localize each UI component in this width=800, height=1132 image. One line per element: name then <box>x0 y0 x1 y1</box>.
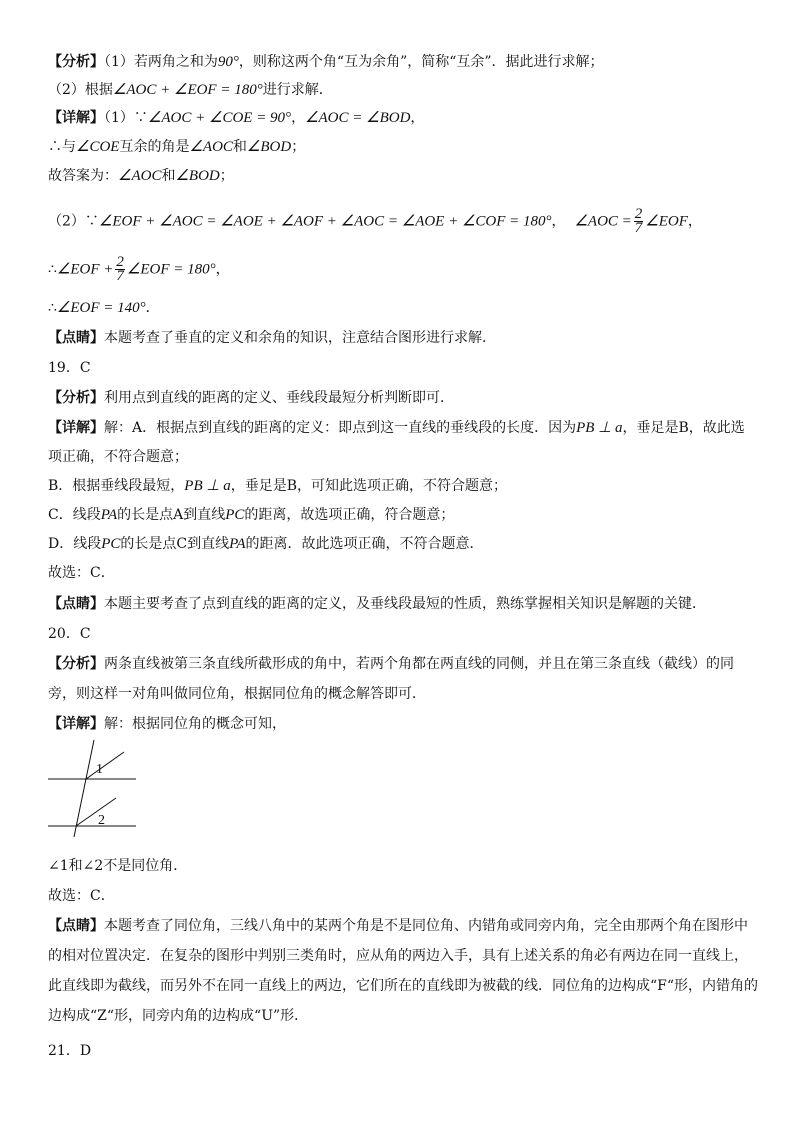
s18-analysis-line <box>48 52 760 72</box>
s18-comment-line <box>48 328 760 348</box>
text: C．线段 <box>48 507 101 523</box>
angle-2-label: 2 <box>98 813 105 828</box>
angle-figure <box>44 738 154 838</box>
s18-detail-line-2 <box>48 137 760 157</box>
math: ∠BOD <box>175 168 220 184</box>
s20-choice: 故选：C． <box>48 888 115 904</box>
math: ∠EOF + ∠AOC = ∠AOE + ∠AOF + ∠AOC = ∠AOE + ∠COF = 180° <box>98 213 552 230</box>
analysis-tag: 【分析】 <box>48 54 104 70</box>
denominator: 7 <box>116 268 124 284</box>
comment-tag: 【点睛】 <box>48 330 104 346</box>
text: ， <box>687 213 702 230</box>
text: ， <box>215 261 230 278</box>
text: 和 <box>161 168 176 184</box>
s19-option-d <box>48 534 760 554</box>
math: PA <box>100 507 118 523</box>
text: （2）根据 <box>48 82 113 98</box>
numerator: 2 <box>634 206 643 222</box>
s18-detail-line-1 <box>48 108 760 128</box>
s20-conclusion: ∠1和∠2不是同位角． <box>48 858 188 874</box>
math: ∠EOF = 180° <box>126 261 216 278</box>
text: ， <box>410 110 425 126</box>
text: B．根据垂线段最短， <box>48 478 185 494</box>
denominator: 7 <box>634 220 643 236</box>
text: ； <box>291 139 306 155</box>
text: 两条直线被第三条直线所截形成的角中，若两个角都在两直线的同侧，并且在第三条直线（截线）的同旁，则这样一对角叫做同位角，根据同位角的概念解答即可． <box>48 656 734 702</box>
comment-tag: 【点睛】 <box>48 596 104 612</box>
math: ∠EOF = 140° <box>56 300 146 316</box>
q19-heading: 19．C <box>48 360 91 376</box>
text: ， <box>291 110 306 126</box>
analysis-tag: 【分析】 <box>48 656 104 672</box>
q21-heading: 21．D <box>48 1043 92 1059</box>
text: 利用点到直线的距离的定义、垂线段最短分析判断即可． <box>104 390 454 406</box>
text: （1）若两角之和为 <box>104 54 218 70</box>
s18-answer-line <box>48 166 760 186</box>
s18-part2-line <box>48 208 760 235</box>
text: ∴与 <box>48 139 76 155</box>
s19-choice: 故选：C． <box>48 565 115 581</box>
s19-analysis-line <box>48 388 760 408</box>
q20-heading: 20．C <box>48 626 91 642</box>
math: ∠AOC <box>189 139 233 155</box>
text: ． <box>145 300 160 316</box>
math: PB ⊥ a <box>184 478 231 494</box>
upper-ray <box>86 752 124 779</box>
text: D．线段 <box>48 536 102 552</box>
transversal-line <box>74 740 94 837</box>
text: 故答案为： <box>48 168 118 184</box>
math: ∠COE <box>76 139 120 155</box>
math: PA <box>229 536 246 552</box>
s19-detail-line-2: 项正确，不符合题意； <box>48 449 188 465</box>
text: （1）∵ <box>104 110 148 126</box>
math: ∠AOC = <box>574 213 632 230</box>
text: ； <box>219 168 234 184</box>
s20-detail-line <box>48 714 760 734</box>
s18-analysis-line-2 <box>48 80 760 100</box>
text: ，垂足是B，故此选 <box>622 420 745 436</box>
math: PC <box>101 536 121 552</box>
text: 的距离．故此选项正确，不符合题意． <box>245 536 484 552</box>
text: 的距离，故选项正确，符合题意； <box>244 507 455 523</box>
angle-1-label: 1 <box>96 762 103 777</box>
text: 解：A．根据点到直线的距离的定义：即点到这一直线的垂线段的长度．因为 <box>104 420 577 436</box>
s18-therefore-line-2 <box>48 298 760 318</box>
text: 的长是点C到直线 <box>120 536 230 552</box>
s19-option-b <box>48 476 760 496</box>
text: （2）∵ <box>48 213 99 230</box>
detail-tag: 【详解】 <box>48 420 104 436</box>
text: 本题考查了同位角，三线八角中的某两个角是不是同位角、内错角或同旁内角，完全由那两个角在图形中的相对位置决定．在复杂的图形中判别三类角时，应从角的两边入手，具有上述关系的角必有两边在同一直线上，此直线即为截线，而另外不在同一直线上的两边，它们所在的直线即为被截的线．同位角的边构成“F“形，内错角的边构成“Z“形，同旁内角的边构成“U”形． <box>48 918 759 1024</box>
s18-therefore-line-1 <box>48 256 760 283</box>
s20-analysis-paragraph <box>48 649 760 709</box>
detail-tag: 【详解】 <box>48 110 104 126</box>
text: 互余的角是 <box>119 139 190 155</box>
text: ，则称这两个角“互为余角”，简称“互余”．据此进行求解； <box>238 54 604 70</box>
math: PC <box>225 507 245 523</box>
math: PB ⊥ a <box>576 420 623 436</box>
text: ，垂足是B，可知此选项正确，不符合题意； <box>230 478 507 494</box>
detail-tag: 【详解】 <box>48 716 104 732</box>
numerator: 2 <box>116 254 124 270</box>
s20-comment-paragraph <box>48 911 760 1031</box>
math: ∠EOF <box>645 213 688 230</box>
fraction <box>634 208 644 235</box>
text: 和 <box>232 139 247 155</box>
text: ， <box>551 213 566 230</box>
text: 本题主要考查了点到直线的距离的定义，及垂线段最短的性质，熟练掌握相关知识是解题的关键． <box>104 596 706 612</box>
fraction <box>115 256 125 283</box>
math: ∠AOC <box>118 168 162 184</box>
text: 解：根据同位角的概念可知， <box>104 716 286 732</box>
lower-ray <box>76 798 116 826</box>
text: 本题考查了垂直的定义和余角的知识，注意结合图形进行求解． <box>104 330 496 346</box>
math: 90° <box>217 54 239 70</box>
math: ∠EOF + <box>56 261 114 278</box>
math: ∠AOC + ∠EOF = 180° <box>112 82 263 98</box>
math: ∠AOC = ∠BOD <box>305 110 411 126</box>
text: 的长是点A到直线 <box>117 507 226 523</box>
text: ∴ <box>48 261 57 278</box>
analysis-tag: 【分析】 <box>48 390 104 406</box>
math: ∠AOC + ∠COE = 90° <box>147 110 292 126</box>
text: 进行求解． <box>262 82 333 98</box>
comment-tag: 【点睛】 <box>48 918 104 934</box>
math: ∠BOD <box>246 139 292 155</box>
s19-option-c <box>48 505 760 525</box>
text: ∴ <box>48 300 57 316</box>
s19-detail-line-1 <box>48 418 760 438</box>
s19-comment-line <box>48 594 760 614</box>
